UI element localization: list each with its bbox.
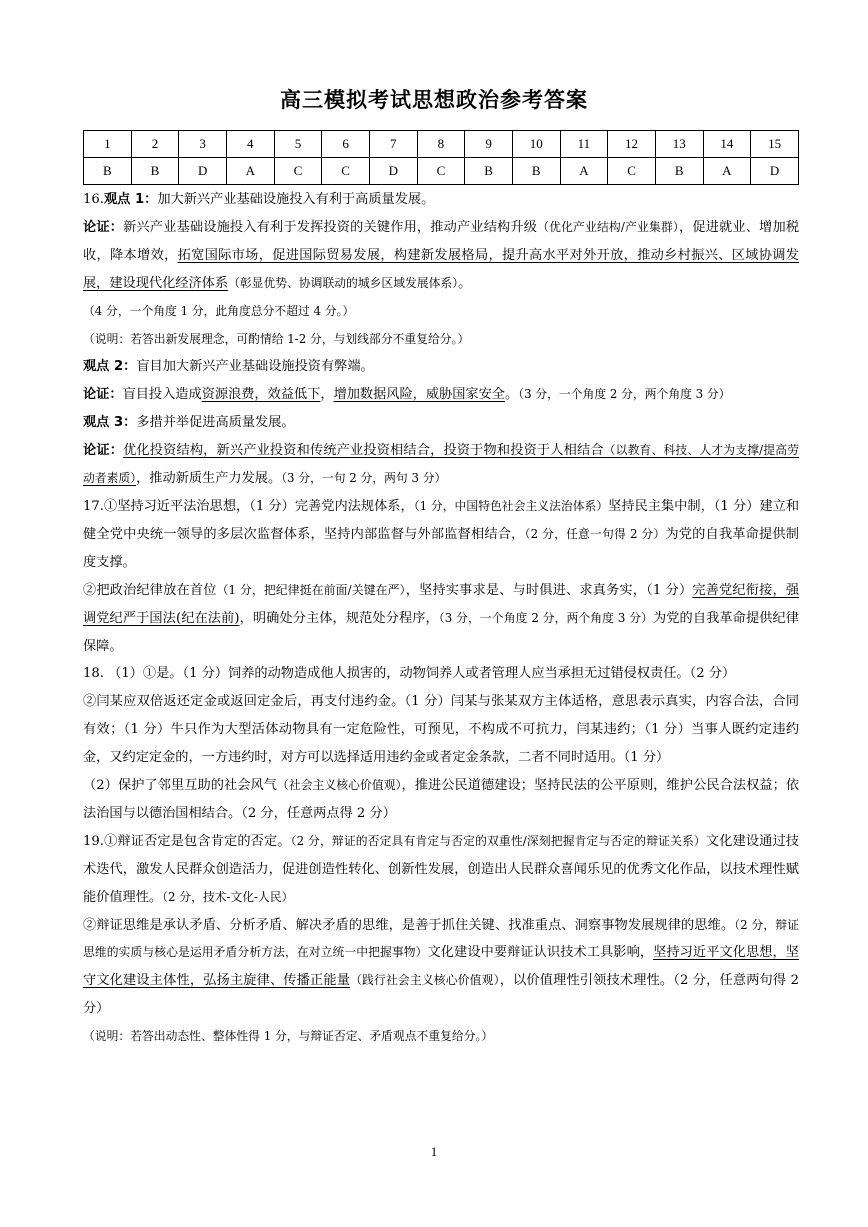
paragraph-text: （2 分，任意两句得 2 分） xyxy=(83,973,799,1017)
paragraph-text: （1 分） xyxy=(404,694,451,710)
scoring-note: （以教育、科技、人才为支撑/提高劳动者素质） xyxy=(83,443,800,486)
paragraph-text: ， xyxy=(320,387,334,403)
scoring-note: （2 分，任意一句得 2 分） xyxy=(524,526,666,541)
paragraph-text: 闫某与张某双方主体适格，意思表示真实，内容合法，合同有效； xyxy=(83,694,800,738)
question-number-cell: 5 xyxy=(274,131,322,158)
paragraph-text: ，促进就业、增加税收，降本增效， xyxy=(83,219,800,263)
scoring-note: （3 分，一句 2 分，两句 3 分） xyxy=(281,471,447,486)
answer-row xyxy=(84,158,799,185)
paragraph-text: 加大新兴产业基础设施投入有利于高质量发展。 xyxy=(157,192,435,207)
paragraph-text: 盲目投入造成 xyxy=(122,387,202,403)
answer-paragraph xyxy=(83,1023,799,1051)
paragraph-text: 多措并举促进高质量发展。 xyxy=(136,415,295,431)
paragraph-text: （1 分） xyxy=(646,582,693,598)
question-number-cell: 2 xyxy=(131,131,179,158)
section-label: 观点 1： xyxy=(103,192,158,207)
question-number-row xyxy=(84,131,799,158)
paragraph-text: 牛只作为大型活体动物具有一定危险性，可预见，不构成不可抗力，闫某违约； xyxy=(170,722,644,738)
scoring-note: （2 分，技术-文化-人民） xyxy=(162,889,294,904)
answer-paragraph xyxy=(83,772,799,828)
scoring-note: （彰显优势、协调联动的城乡区域发展体系） xyxy=(228,275,459,290)
answer-body xyxy=(83,186,799,1051)
paragraph-text: 拓宽国际市场，促进国际贸易发展，构建新发展格局，提升高水平对外开放，推动乡村振兴、区域协调发展，建设现代化经济体系 xyxy=(83,247,799,291)
section-label: 论证： xyxy=(83,443,124,459)
paragraph-text: 新兴产业基础设施投入有利于发挥投资的关键作用，推动产业结构升级 xyxy=(123,219,538,235)
paragraph-text: （1 分） xyxy=(182,666,229,682)
paragraph-text: 完善党纪衔接，强调党纪严于国法(纪在法前) xyxy=(83,582,800,626)
paragraph-text: 当事人既约定违约金，又约定定金的，一方违约时，对方可以选择适用违约金或者定金条款，二者不同时适用。 xyxy=(83,722,800,766)
paragraph-text: （1 分） xyxy=(643,722,692,738)
paragraph-text: ，推动新质生产力发展。 xyxy=(136,471,282,487)
paragraph-text: （2 分） xyxy=(689,666,736,682)
scoring-note: （3 分，一个角度 2 分，两个角度 3 分） xyxy=(518,387,731,402)
paragraph-text: 饲养的动物造成他人损害的，动物饲养人或者管理人应当承担无过错侵权责任。 xyxy=(228,666,690,682)
answer-cell: C xyxy=(274,158,322,185)
paragraph-text: ②辩证思维是承认矛盾、分析矛盾、解决矛盾的思维，是善于抓住关键、找准重点、洞察事物发展规律的思维。 xyxy=(83,917,735,933)
page-title: 高三模拟考试思想政治参考答案 xyxy=(280,88,588,112)
answer-cell: D xyxy=(751,158,799,185)
paragraph-text: 完善党内法规体系， xyxy=(294,498,414,514)
paragraph-text: ，明确处分主体，规范处分程序， xyxy=(239,610,439,626)
paragraph-text: （1 分） xyxy=(249,498,295,514)
scoring-note: （4 分，一个角度 1 分，此角度总分不超过 4 分。） xyxy=(83,303,355,318)
question-number-cell: 14 xyxy=(703,131,751,158)
answer-paragraph xyxy=(83,493,799,577)
question-number-cell: 15 xyxy=(751,131,799,158)
answer-cell: D xyxy=(369,158,417,185)
paragraph-text: ，坚持实事求是、与时俱进、求真务实， xyxy=(405,582,647,598)
answer-paragraph xyxy=(83,437,799,493)
paragraph-text: （1 分） xyxy=(623,750,670,766)
scoring-note: （2 分，辩证思维的实质与核心是运用矛盾分析方法，在对立统一中把握事物） xyxy=(83,917,800,960)
paragraph-text: ，以价值理性引领技术理性。 xyxy=(499,973,674,989)
answer-paragraph xyxy=(83,326,799,354)
answer-paragraph xyxy=(83,186,799,214)
paragraph-text: 。 xyxy=(505,387,519,403)
section-label: 论证： xyxy=(83,219,124,235)
scoring-note: （3 分，一个角度 2 分，两个角度 3 分） xyxy=(438,610,653,625)
paragraph-text: 盲目加大新兴产业基础设施投资有弊端。 xyxy=(136,359,374,375)
question-number-cell: 6 xyxy=(322,131,370,158)
paragraph-text: ，推进公民道德建设；坚持民法的公平原则，维护公民合法权益；依法治国与以德治国相结合。 xyxy=(83,778,800,821)
question-number-cell: 7 xyxy=(369,131,417,158)
scoring-note: （说明：若答出动态性、整体性得 1 分，与辩证否定、矛盾观点不重复给分。） xyxy=(83,1029,494,1044)
scoring-note: （社会主义核心价值观） xyxy=(276,778,402,793)
question-number-cell: 12 xyxy=(608,131,656,158)
question-number-cell: 9 xyxy=(465,131,513,158)
answer-cell: C xyxy=(322,158,370,185)
question-number-cell: 4 xyxy=(226,131,274,158)
scoring-note: （1 分，把纪律挺在前面/关键在严） xyxy=(216,582,406,597)
answer-paragraph xyxy=(83,409,799,437)
answer-cell: A xyxy=(703,158,751,185)
answer-cell: C xyxy=(608,158,656,185)
answer-cell: D xyxy=(179,158,227,185)
answer-paragraph xyxy=(83,214,799,298)
question-number-cell: 1 xyxy=(84,131,132,158)
question-number-cell: 8 xyxy=(417,131,465,158)
scoring-note: （1 分，中国特色社会主义法治体系） xyxy=(413,498,609,513)
answer-paragraph xyxy=(83,912,799,1024)
paragraph-text: 18. （1）①是。 xyxy=(83,666,183,682)
answer-table xyxy=(83,130,799,185)
answer-cell: A xyxy=(226,158,274,185)
paragraph-text: 17.①坚持习近平法治思想， xyxy=(83,498,250,514)
paragraph-text: 坚持习近平文化思想，坚守文化建设主体性，弘扬主旋律、传播正能量 xyxy=(83,945,799,989)
answer-cell: B xyxy=(84,158,132,185)
question-number-cell: 3 xyxy=(179,131,227,158)
answer-cell: B xyxy=(655,158,703,185)
paragraph-text: 坚持民主集中制， xyxy=(608,498,714,514)
question-number-cell: 13 xyxy=(655,131,703,158)
paragraph-text: 建立和健全党中央统一领导的多层次监督体系，坚持内部监督与外部监督相结合， xyxy=(83,498,800,542)
answer-paragraph xyxy=(83,577,799,661)
paragraph-text: 增加数据风险，威胁国家安全 xyxy=(333,387,505,403)
paragraph-text: （2）保护了邻里互助的社会风气 xyxy=(83,778,277,794)
paragraph-text: （2 分，任意两点得 2 分） xyxy=(241,805,396,821)
scoring-note: （优化产业结构/产业集群） xyxy=(537,219,679,234)
section-label: 论证： xyxy=(83,387,123,403)
paragraph-text: 文化建设通过技术迭代，激发人民群众创造活力，促进创造性转化、创新性发展，创造出人民群众喜闻乐见的优秀文化作品，以技术理性赋能价值理性。 xyxy=(83,833,799,905)
answer-paragraph xyxy=(83,688,799,772)
scoring-note: （2 分，辩证的否定具有肯定与否定的双重性/深刻把握肯定与否定的辩证关系） xyxy=(290,833,706,848)
answer-cell: B xyxy=(512,158,560,185)
paragraph-text: （1 分） xyxy=(123,722,171,738)
section-label: 观点 3： xyxy=(83,415,137,431)
answer-paragraph xyxy=(83,660,799,688)
paragraph-text: 文化建设中要辩证认识技术工具影响， xyxy=(427,945,654,961)
scoring-note: （践行社会主义核心价值观） xyxy=(350,973,500,988)
question-number-cell: 10 xyxy=(512,131,560,158)
answer-paragraph xyxy=(83,828,799,912)
answer-paragraph xyxy=(83,298,799,326)
paragraph-text: ②闫某应双倍返还定金或返回定金后，再支付违约金。 xyxy=(83,694,405,710)
page-number: 1 xyxy=(430,1144,438,1159)
scoring-note: （说明：若答出新发展理念，可酌情给 1-2 分，与划线部分不重复给分。） xyxy=(83,331,470,346)
section-label: 观点 2： xyxy=(83,359,137,375)
answer-cell: C xyxy=(417,158,465,185)
paragraph-text: 16. xyxy=(83,192,104,207)
paragraph-text: 资源浪费，效益低下 xyxy=(201,387,321,403)
paragraph-text: ②把政治纪律放在首位 xyxy=(83,582,217,598)
paragraph-text: 。 xyxy=(458,275,472,291)
answer-cell: B xyxy=(131,158,179,185)
answer-cell: A xyxy=(560,158,608,185)
answer-paragraph xyxy=(83,353,799,381)
paragraph-text: 为党的自我革命提供纪律保障。 xyxy=(83,610,799,654)
answer-cell: B xyxy=(465,158,513,185)
paragraph-text: 优化投资结构，新兴产业投资和传统产业投资相结合，投资于物和投资于人相结合 xyxy=(123,443,604,459)
paragraph-text: （1 分） xyxy=(713,498,760,514)
paragraph-text: 为党的自我革命提供制度支撑。 xyxy=(83,526,799,570)
question-number-cell: 11 xyxy=(560,131,608,158)
answer-paragraph xyxy=(83,381,799,409)
paragraph-text: 19.①辩证否定是包含肯定的否定。 xyxy=(83,833,291,849)
